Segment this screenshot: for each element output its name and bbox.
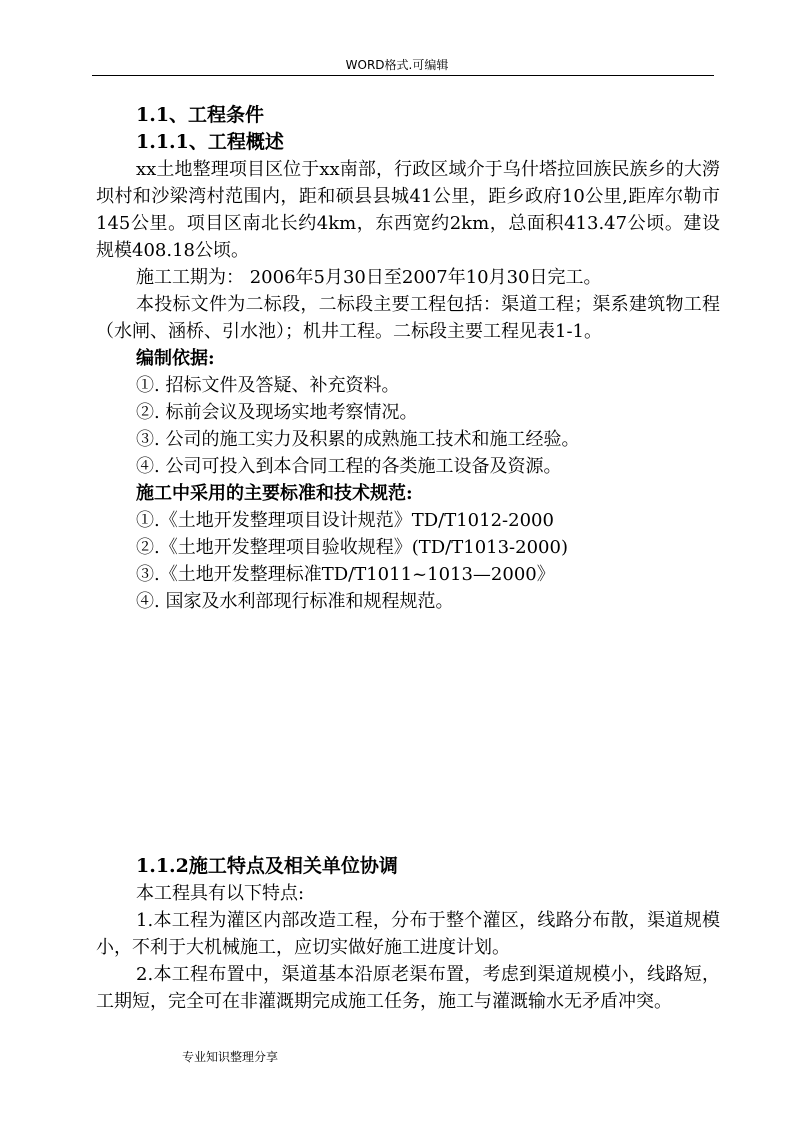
subsection-heading: 1.1.1、工程概述 <box>136 131 284 153</box>
basis-item: ②. 标前会议及现场实地考察情况。 <box>136 402 418 423</box>
basis-label: 编制依据: <box>136 348 215 369</box>
basis-item: ③. 公司的施工实力及积累的成熟施工技术和施工经验。 <box>136 429 580 450</box>
document-body <box>96 102 720 615</box>
overview-paragraph: xx土地整理项目区位于xx南部，行政区域介于乌什塔拉回族民族乡的大澇坝村和沙梁湾村范围内，距和硕县县城41公里，距乡政府10公里,距库尔勒市145公里。项目区南北长约4km，东西宽约2km，总面积413.47公顷。建设规模408.18公顷。 <box>96 159 720 261</box>
section-construction-features <box>96 853 720 1015</box>
section-heading: 1.1、工程条件 <box>136 104 265 126</box>
basis-item: ①. 招标文件及答疑、补充资料。 <box>136 375 400 396</box>
period-paragraph: 施工工期为： 2006年5月30日至2007年10月30日完工。 <box>136 267 602 288</box>
standards-label: 施工中采用的主要标准和技术规范: <box>136 483 413 504</box>
features-intro: 本工程具有以下特点: <box>136 883 305 904</box>
standards-item: ①.《土地开发整理项目设计规范》TD/T1012-2000 <box>136 510 554 531</box>
page-header: WORD格式.可编辑 <box>345 58 449 72</box>
header-rule <box>92 75 714 76</box>
subsection-heading: 1.1.2施工特点及相关单位协调 <box>136 855 398 877</box>
standards-item: ③.《土地开发整理标准TD/T1011~1013—2000》 <box>136 564 555 585</box>
basis-item: ④. 公司可投入到本合同工程的各类施工设备及资源。 <box>136 456 562 477</box>
feature-point: 2.本工程布置中，渠道基本沿原老渠布置，考虑到渠道规模小，线路短，工期短，完全可在非灌溉期完成施工任务，施工与灌溉输水无矛盾冲突。 <box>96 964 720 1012</box>
feature-point: 1.本工程为灌区内部改造工程，分布于整个灌区，线路分布散，渠道规模小，不利于大机械施工，应切实做好施工进度计划。 <box>96 910 720 958</box>
standards-item: ④. 国家及水利部现行标准和规程规范。 <box>136 591 454 612</box>
scope-paragraph: 本投标文件为二标段，二标段主要工程包括：渠道工程；渠系建筑物工程（水闸、涵桥、引水池）；机井工程。二标段主要工程见表1-1。 <box>96 294 720 342</box>
page-footer: 专业知识整理分享 <box>182 1050 279 1064</box>
standards-item: ②.《土地开发整理项目验收规程》(TD/T1013-2000) <box>136 537 568 558</box>
